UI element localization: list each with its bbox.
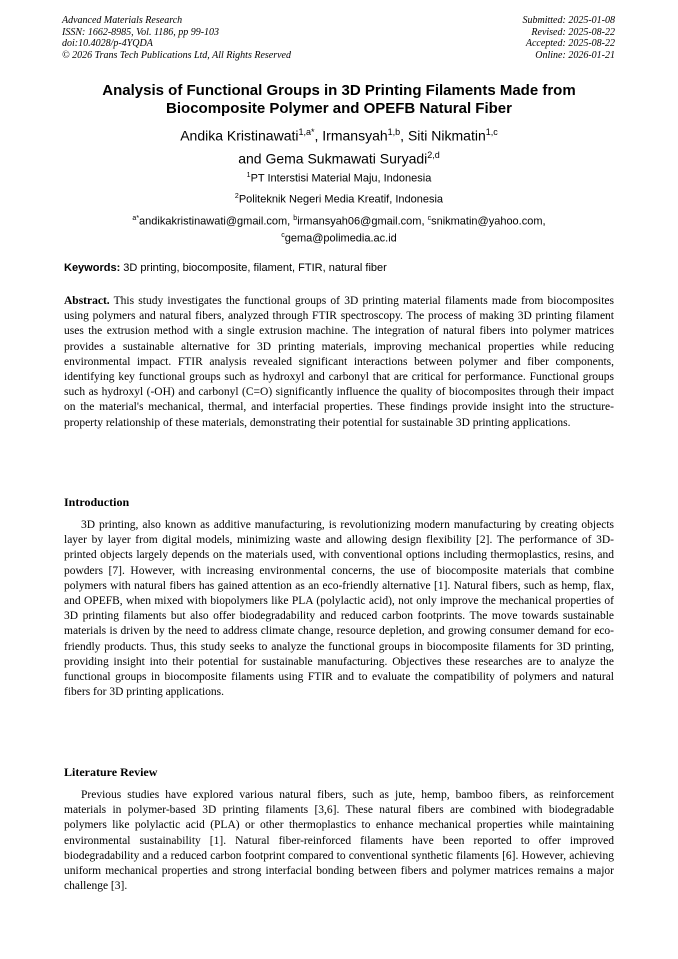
affiliation-1-marker: 1	[246, 172, 251, 179]
email-line-2	[40, 229, 638, 246]
issn-line: ISSN: 1662-8985, Vol. 1186, pp 99-103	[62, 26, 220, 38]
email-b[interactable]: irmansyah06@gmail.com,	[297, 215, 428, 228]
keywords-text: 3D printing, biocomposite, filament, FTIR, natural fiber	[120, 262, 387, 274]
literature-review-paragraph: Previous studies have explored various natural fibers, such as jute, hemp, bamboo fibers, as reinforcement materials in polymer-based 3D printing filaments [3,6]. These natural fibers are combined with biodegradable polymers like polylactic acid (PLA) or other thermoplastics to enhance mechanical properties while maintaining environmental sustainability [1]. Natural fiber-reinforced filaments have been reported to offer improved biodegradability and a reduced carbon footprint compared to conventional synthetic filaments [6]. However, achieving uniform mechanical properties and strong interfacial bonding between fibers and polymer matrices remains a major challenge [3].	[64, 789, 614, 893]
journal-name: Advanced Materials Research	[62, 15, 183, 26]
keywords	[64, 262, 614, 275]
affiliation-1-text: PT Interstisi Material Maju, Indonesia	[250, 172, 432, 185]
paper-title	[40, 82, 638, 118]
affiliation-2-text: Politeknik Negeri Media Kreatif, Indonesia	[238, 193, 444, 206]
author-emails	[40, 212, 638, 246]
email-line-1	[40, 212, 638, 229]
keywords-label: Keywords:	[64, 262, 121, 274]
email-c-marker: c	[427, 215, 432, 222]
author-list	[40, 123, 638, 168]
affiliation-1	[40, 169, 638, 186]
journal-header-left	[62, 15, 291, 61]
author-line-1	[40, 123, 638, 146]
revised-date: Revised: 2025-08-22	[531, 26, 615, 38]
copyright-line: © 2026 Trans Tech Publications Ltd, All Rights Reserved	[62, 49, 291, 61]
doi-line: doi:10.4028/p-4YQDA	[62, 38, 153, 50]
introduction-paragraph: 3D printing, also known as additive manufacturing, is revolutionizing modern manufacturing by creating objects layer by layer from digital models, minimizing waste and allowing design flexibility [2]. The performance of 3D-printed objects largely depends on the materials used, with conventional options including thermoplastics, resins, and powders [7]. However, with increasing environmental concerns, the use of biocomposite materials that combine polymers with natural fibers has gained attention as an eco-friendly alternative [1]. Natural fibers, such as hemp, flax, and OPEFB, when mixed with biopolymers like PLA (polylactic acid), not only improve the mechanical properties of 3D printing filaments but also offer biodegradability and reduced carbon footprints. The move towards sustainable materials is driven by the need to address climate change, resource depletion, and growing consumer demand for eco-friendly products. Thus, this study seeks to analyze the functional groups in biocomposite filaments for 3D printing, providing insight into their potential for sustainable manufacturing. Objectives these researches are to analyze the functional groups in biocomposite filaments using FTIR and to evaluate the compatibility of polymers and natural fibers for 3D printing applications.	[64, 519, 614, 699]
abstract-text: This study investigates the functional groups of 3D printing material filaments made from biocomposites using polymers and natural fibers, analyzed through FTIR spectroscopy. The process of making 3D printing filament uses the extrusion method with a single extrusion machine. The integration of natural fibers into polymer matrices provides a sustainable alternative for 3D printing materials, improving mechanical properties while reducing environmental impact. FTIR analysis revealed significant interactions between polymer and fiber components, identifying key functional groups such as hydroxyl and carbonyl that are critical for performance. Functional groups such as hydroxyl (-OH) and carbonyl (C=O) significantly influence the quality of biocomposites through their impact on the material's mechanical, thermal, and interfacial properties. These findings provide insight into the structure-property relationship of these materials, demonstrating their potential for sustainable 3D printing applications.	[64, 295, 614, 429]
abstract-label: Abstract.	[64, 295, 110, 307]
introduction-heading: Introduction	[64, 495, 130, 509]
author-line-2	[40, 146, 638, 169]
author-3-name: Siti Nikmatin	[407, 127, 486, 144]
email-d-marker: c	[281, 232, 285, 240]
author-4-affil: 2,d	[427, 149, 440, 160]
email-c[interactable]: snikmatin@yahoo.com,	[431, 215, 546, 228]
affiliation-2-marker: 2	[234, 193, 239, 200]
title-line-1: Analysis of Functional Groups in 3D Printing Filaments Made from	[102, 82, 576, 99]
email-a-marker: a*	[132, 215, 140, 222]
online-date: Online: 2026-01-21	[535, 49, 615, 61]
literature-review-heading: Literature Review	[64, 765, 158, 779]
author-1-name: Andika Kristinawati	[180, 127, 299, 144]
abstract	[64, 294, 614, 431]
title-line-2: Biocomposite Polymer and OPEFB Natural Fiber	[166, 100, 512, 117]
author-4-name: Gema Sukmawati Suryadi	[265, 150, 428, 167]
author-1-affil: 1,a*	[298, 127, 315, 137]
email-b-marker: b	[293, 215, 298, 222]
author-2-name: Irmansyah	[322, 127, 388, 144]
accepted-date: Accepted: 2025-08-22	[525, 38, 615, 50]
author-conjunction: and	[238, 150, 266, 167]
author-2-affil: 1,b	[387, 127, 401, 137]
author-separator: ,	[314, 127, 323, 144]
email-d[interactable]: gema@polimedia.ac.id	[284, 232, 397, 245]
submitted-date: Submitted: 2025-01-08	[522, 15, 615, 26]
affiliation-2	[40, 190, 638, 207]
author-separator: ,	[400, 127, 408, 144]
author-3-affil: 1,c	[485, 127, 498, 137]
email-a[interactable]: andikakristinawati@gmail.com,	[139, 215, 294, 228]
journal-header-right	[523, 15, 616, 61]
